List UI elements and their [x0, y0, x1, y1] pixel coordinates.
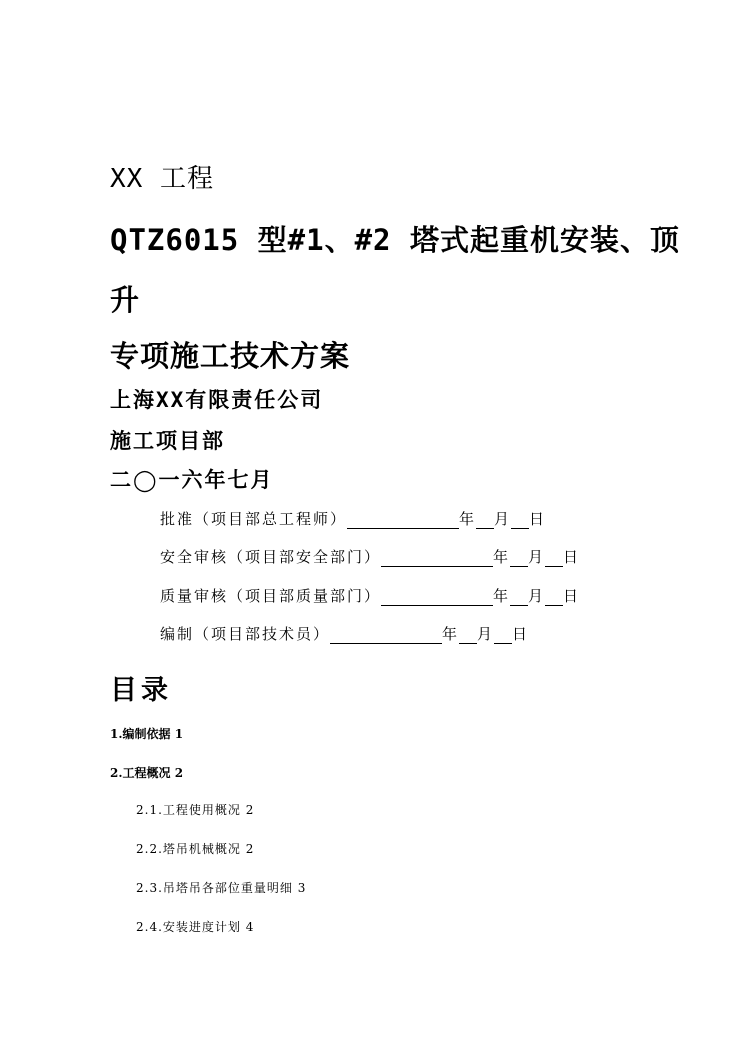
- signature-row-safety: [160, 546, 580, 567]
- signature-day: 日: [512, 625, 530, 643]
- toc-entry[interactable]: 2.4.安装进度计划 4: [136, 920, 255, 934]
- day-blank: [494, 627, 512, 644]
- signature-year: 年: [493, 587, 511, 605]
- signature-blank: [347, 512, 459, 529]
- project-name: XX 工程: [110, 164, 214, 194]
- toc-entry[interactable]: 2.工程概况 2: [110, 766, 184, 780]
- signature-row-compiler: [160, 623, 529, 644]
- signature-day: 日: [529, 510, 547, 528]
- signature-blank: [330, 627, 442, 644]
- signature-day: 日: [563, 548, 581, 566]
- signature-month: 月: [528, 587, 546, 605]
- department-name: 施工项目部: [110, 428, 225, 453]
- signature-label: 批准（项目部总工程师）: [160, 510, 348, 528]
- signature-label: 安全审核（项目部安全部门）: [160, 548, 382, 566]
- signature-month: 月: [494, 510, 512, 528]
- month-blank: [510, 589, 528, 606]
- signature-day: 日: [563, 587, 581, 605]
- signature-year: 年: [459, 510, 477, 528]
- document-title-line-1: QTZ6015 型#1、#2 塔式起重机安装、顶: [110, 223, 680, 257]
- signature-blank: [381, 550, 493, 567]
- toc-heading: 目录: [110, 675, 172, 706]
- document-date: 二◯一六年七月: [110, 467, 274, 492]
- signature-row-approval: [160, 508, 546, 529]
- toc-entry[interactable]: 2.1.工程使用概况 2: [136, 803, 255, 817]
- day-blank: [545, 550, 563, 567]
- day-blank: [545, 589, 563, 606]
- signature-year: 年: [442, 625, 460, 643]
- signature-blank: [381, 589, 493, 606]
- month-blank: [510, 550, 528, 567]
- toc-entry[interactable]: 2.3.吊塔吊各部位重量明细 3: [136, 881, 307, 895]
- signature-month: 月: [528, 548, 546, 566]
- document-title-line-2: 升: [110, 283, 141, 317]
- company-name: 上海XX有限责任公司: [110, 388, 324, 412]
- toc-entry[interactable]: 1.编制依据 1: [110, 727, 184, 741]
- signature-label: 编制（项目部技术员）: [160, 625, 331, 643]
- signature-row-quality: [160, 585, 580, 606]
- signature-month: 月: [477, 625, 495, 643]
- month-blank: [459, 627, 477, 644]
- signature-year: 年: [493, 548, 511, 566]
- day-blank: [511, 512, 529, 529]
- toc-entry[interactable]: 2.2.塔吊机械概况 2: [136, 842, 255, 856]
- document-title-line-3: 专项施工技术方案: [110, 339, 351, 373]
- signature-label: 质量审核（项目部质量部门）: [160, 587, 382, 605]
- month-blank: [476, 512, 494, 529]
